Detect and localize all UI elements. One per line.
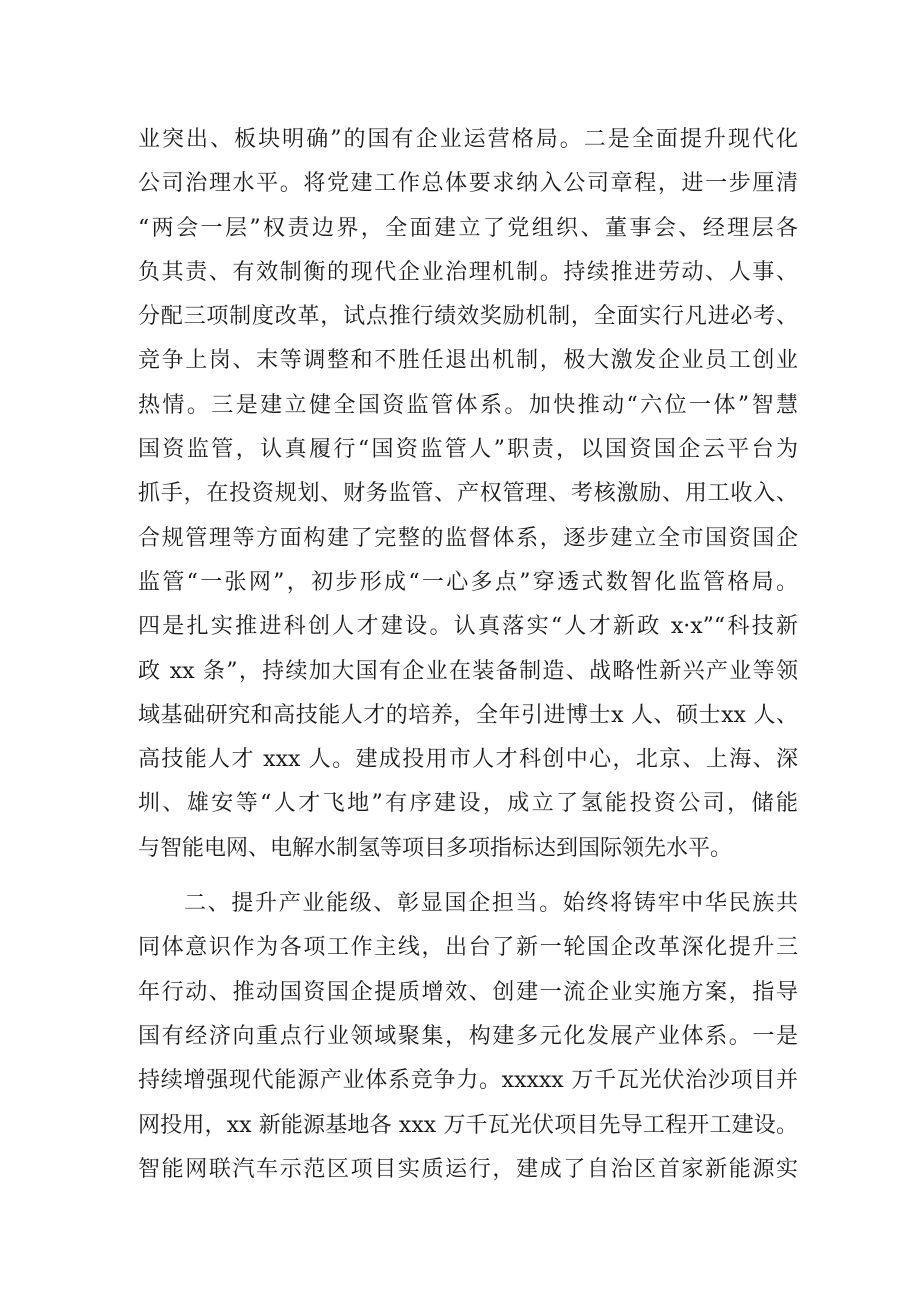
paragraph-line: 高技能人才 xxx 人。建成投用市人才科创中心，北京、上海、深 — [138, 747, 798, 773]
paragraph-line: 年行动、推动国资国企提质增效、创建一流企业实施方案，指导 — [138, 979, 798, 1005]
paragraph-line: 二、提升产业能级、彰显国企担当。始终将铸牢中华民族共 — [184, 891, 798, 917]
paragraph-spacer — [138, 871, 798, 882]
paragraph-line: 圳、雄安等“人才飞地”有序建设，成立了氢能投资公司，储能 — [138, 791, 798, 817]
paragraph-2 — [138, 882, 798, 1192]
paragraph-line: 国有经济向重点行业领域聚集，构建多元化发展产业体系。一是 — [138, 1023, 798, 1049]
paragraph-line: 网投用，xx 新能源基地各 xxx 万千瓦光伏项目先导工程开工建设。 — [138, 1112, 798, 1138]
paragraph-line: 负其责、有效制衡的现代企业治理机制。持续推进劳动、人事、 — [138, 259, 798, 285]
document-body — [138, 118, 798, 1192]
paragraph-line: 分配三项制度改革，试点推行绩效奖励机制，全面实行凡进必考、 — [138, 304, 798, 330]
paragraph-line: 域基础研究和高技能人才的培养，全年引进博士x 人、硕士xx 人、 — [138, 702, 798, 728]
paragraph-line: 同体意识作为各项工作主线，出台了新一轮国企改革深化提升三 — [138, 935, 798, 961]
paragraph-line: 国资监管，认真履行“国资监管人”职责，以国资国企云平台为 — [138, 437, 798, 463]
paragraph-line: 公司治理水平。将党建工作总体要求纳入公司章程，进一步厘清 — [138, 171, 798, 197]
paragraph-line: 热情。三是建立健全国资监管体系。加快推动“六位一体”智慧 — [138, 392, 798, 418]
paragraph-line: 四是扎实推进科创人才建设。认真落实“人才新政 x·x”“科技新 — [138, 614, 798, 640]
paragraph-1 — [138, 118, 798, 871]
paragraph-line: 监管“一张网”，初步形成“一心多点”穿透式数智化监管格局。 — [138, 569, 798, 595]
paragraph-line: 政 xx 条”，持续加大国有企业在装备制造、战略性新兴产业等领 — [138, 658, 798, 684]
paragraph-line: 合规管理等方面构建了完整的监督体系，逐步建立全市国资国企 — [138, 525, 798, 551]
paragraph-line: 抓手，在投资规划、财务监管、产权管理、考核激励、用工收入、 — [138, 481, 798, 507]
paragraph-line: “两会一层”权责边界，全面建立了党组织、董事会、经理层各 — [138, 215, 798, 241]
paragraph-line: 业突出、板块明确”的国有企业运营格局。二是全面提升现代化 — [138, 127, 798, 152]
paragraph-line: 持续增强现代能源产业体系竞争力。xxxxx 万千瓦光伏治沙项目并 — [138, 1068, 798, 1094]
paragraph-line: 与智能电网、电解水制氢等项目多项指标达到国际领先水平。 — [138, 835, 733, 861]
paragraph-line: 竞争上岗、末等调整和不胜任退出机制，极大激发企业员工创业 — [138, 348, 798, 374]
paragraph-line: 智能网联汽车示范区项目实质运行，建成了自治区首家新能源实 — [138, 1156, 798, 1182]
